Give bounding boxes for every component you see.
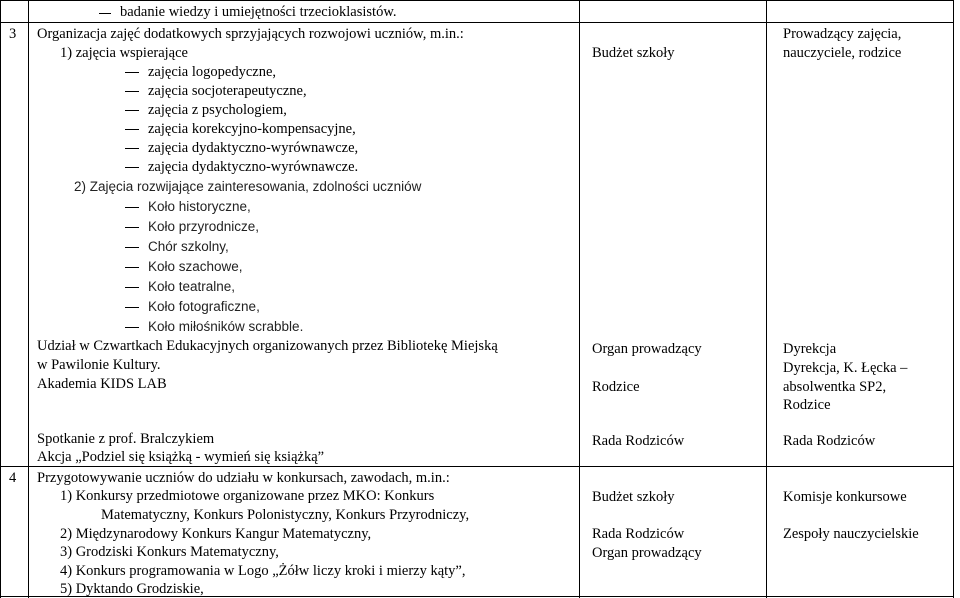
funding-source: Rada Rodziców <box>592 526 685 542</box>
funding-source: Organ prowadzący <box>592 545 702 561</box>
column-border <box>579 0 580 598</box>
row-number: 3 <box>9 26 17 42</box>
list-item: zajęcia dydaktyczno-wyrównawcze. <box>148 159 359 175</box>
funding-source: Organ prowadzący <box>592 341 702 357</box>
funding-source: Rodzice <box>592 379 640 395</box>
bullet-dash <box>125 287 139 288</box>
bullet-dash <box>125 247 139 248</box>
bullet-dash <box>125 227 139 228</box>
responsible-party: Rada Rodziców <box>783 433 876 449</box>
responsible-party: Rodzice <box>783 397 831 413</box>
list-item: 2) Międzynarodowy Konkurs Kangur Matematyczny, <box>60 526 372 542</box>
list-item: Koło szachowe, <box>148 259 243 274</box>
funding-source: Rada Rodziców <box>592 433 685 449</box>
list-item: Koło miłośników scrabble. <box>148 319 304 334</box>
list-item: 1) Konkursy przedmiotowe organizowane przez MKO: Konkurs <box>60 488 435 504</box>
list-item: Koło historyczne, <box>148 199 251 214</box>
section-heading: Organizacja zajęć dodatkowych sprzyjających rozwojowi uczniów, m.in.: <box>37 26 464 42</box>
bullet-dash <box>125 167 139 168</box>
responsible-party: Prowadzący zajęcia, <box>783 26 902 42</box>
list-item: Koło fotograficzne, <box>148 299 260 314</box>
bullet-dash <box>125 267 139 268</box>
subsection-title: 1) zajęcia wspierające <box>60 45 188 61</box>
bullet-dash <box>125 148 139 149</box>
column-border <box>28 0 29 598</box>
bullet-dash <box>99 13 111 14</box>
bullet-dash <box>125 327 139 328</box>
list-item: 3) Grodziski Konkurs Matematyczny, <box>60 544 279 560</box>
row-divider <box>0 22 954 23</box>
section-heading: Przygotowywanie uczniów do udziału w konkursach, zawodach, m.in.: <box>37 470 450 486</box>
bullet-dash <box>125 110 139 111</box>
list-item: badanie wiedzy i umiejętności trzecioklasistów. <box>120 4 397 20</box>
responsible-party: Zespoły nauczycielskie <box>783 526 919 542</box>
bullet-dash <box>125 207 139 208</box>
bullet-dash <box>125 129 139 130</box>
responsible-party: Komisje konkursowe <box>783 489 907 505</box>
column-border <box>766 0 767 598</box>
row-divider <box>0 466 954 467</box>
list-item: 4) Konkurs programowania w Logo „Żółw liczy kroki i mierzy kąty”, <box>60 563 466 579</box>
responsible-party: Dyrekcja, K. Łęcka – <box>783 360 908 376</box>
table-border-top <box>0 0 954 1</box>
list-item: Chór szkolny, <box>148 239 229 254</box>
column-border <box>0 0 1 598</box>
paragraph-line: Spotkanie z prof. Bralczykiem <box>37 431 215 447</box>
list-item: Koło teatralne, <box>148 279 236 294</box>
list-item: 5) Dyktando Grodziskie, <box>60 581 204 597</box>
bullet-dash <box>125 307 139 308</box>
bullet-dash <box>125 91 139 92</box>
paragraph-line: Udział w Czwartkach Edukacyjnych organizowanych przez Bibliotekę Miejską <box>37 338 498 354</box>
list-item: Koło przyrodnicze, <box>148 219 260 234</box>
list-item: zajęcia korekcyjno-kompensacyjne, <box>148 121 356 137</box>
funding-source: Budżet szkoły <box>592 45 675 61</box>
paragraph-line: w Pawilonie Kultury. <box>37 357 161 373</box>
bullet-dash <box>125 72 139 73</box>
responsible-party: nauczyciele, rodzice <box>783 45 902 61</box>
subsection-title: 2) Zajęcia rozwijające zainteresowania, zdolności uczniów <box>74 179 422 194</box>
responsible-party: absolwentka SP2, <box>783 379 887 395</box>
list-item: zajęcia dydaktyczno-wyrównawcze, <box>148 140 359 156</box>
list-item: zajęcia z psychologiem, <box>148 102 287 118</box>
paragraph-line: Akademia KIDS LAB <box>37 376 167 392</box>
paragraph-line: Akcja „Podziel się książką - wymień się książką” <box>37 449 325 465</box>
row-number: 4 <box>9 470 17 486</box>
list-item: zajęcia socjoterapeutyczne, <box>148 83 307 99</box>
responsible-party: Dyrekcja <box>783 341 837 357</box>
list-item: zajęcia logopedyczne, <box>148 64 277 80</box>
funding-source: Budżet szkoły <box>592 489 675 505</box>
column-border <box>953 0 954 598</box>
list-item: Matematyczny, Konkurs Polonistyczny, Konkurs Przyrodniczy, <box>101 507 470 523</box>
